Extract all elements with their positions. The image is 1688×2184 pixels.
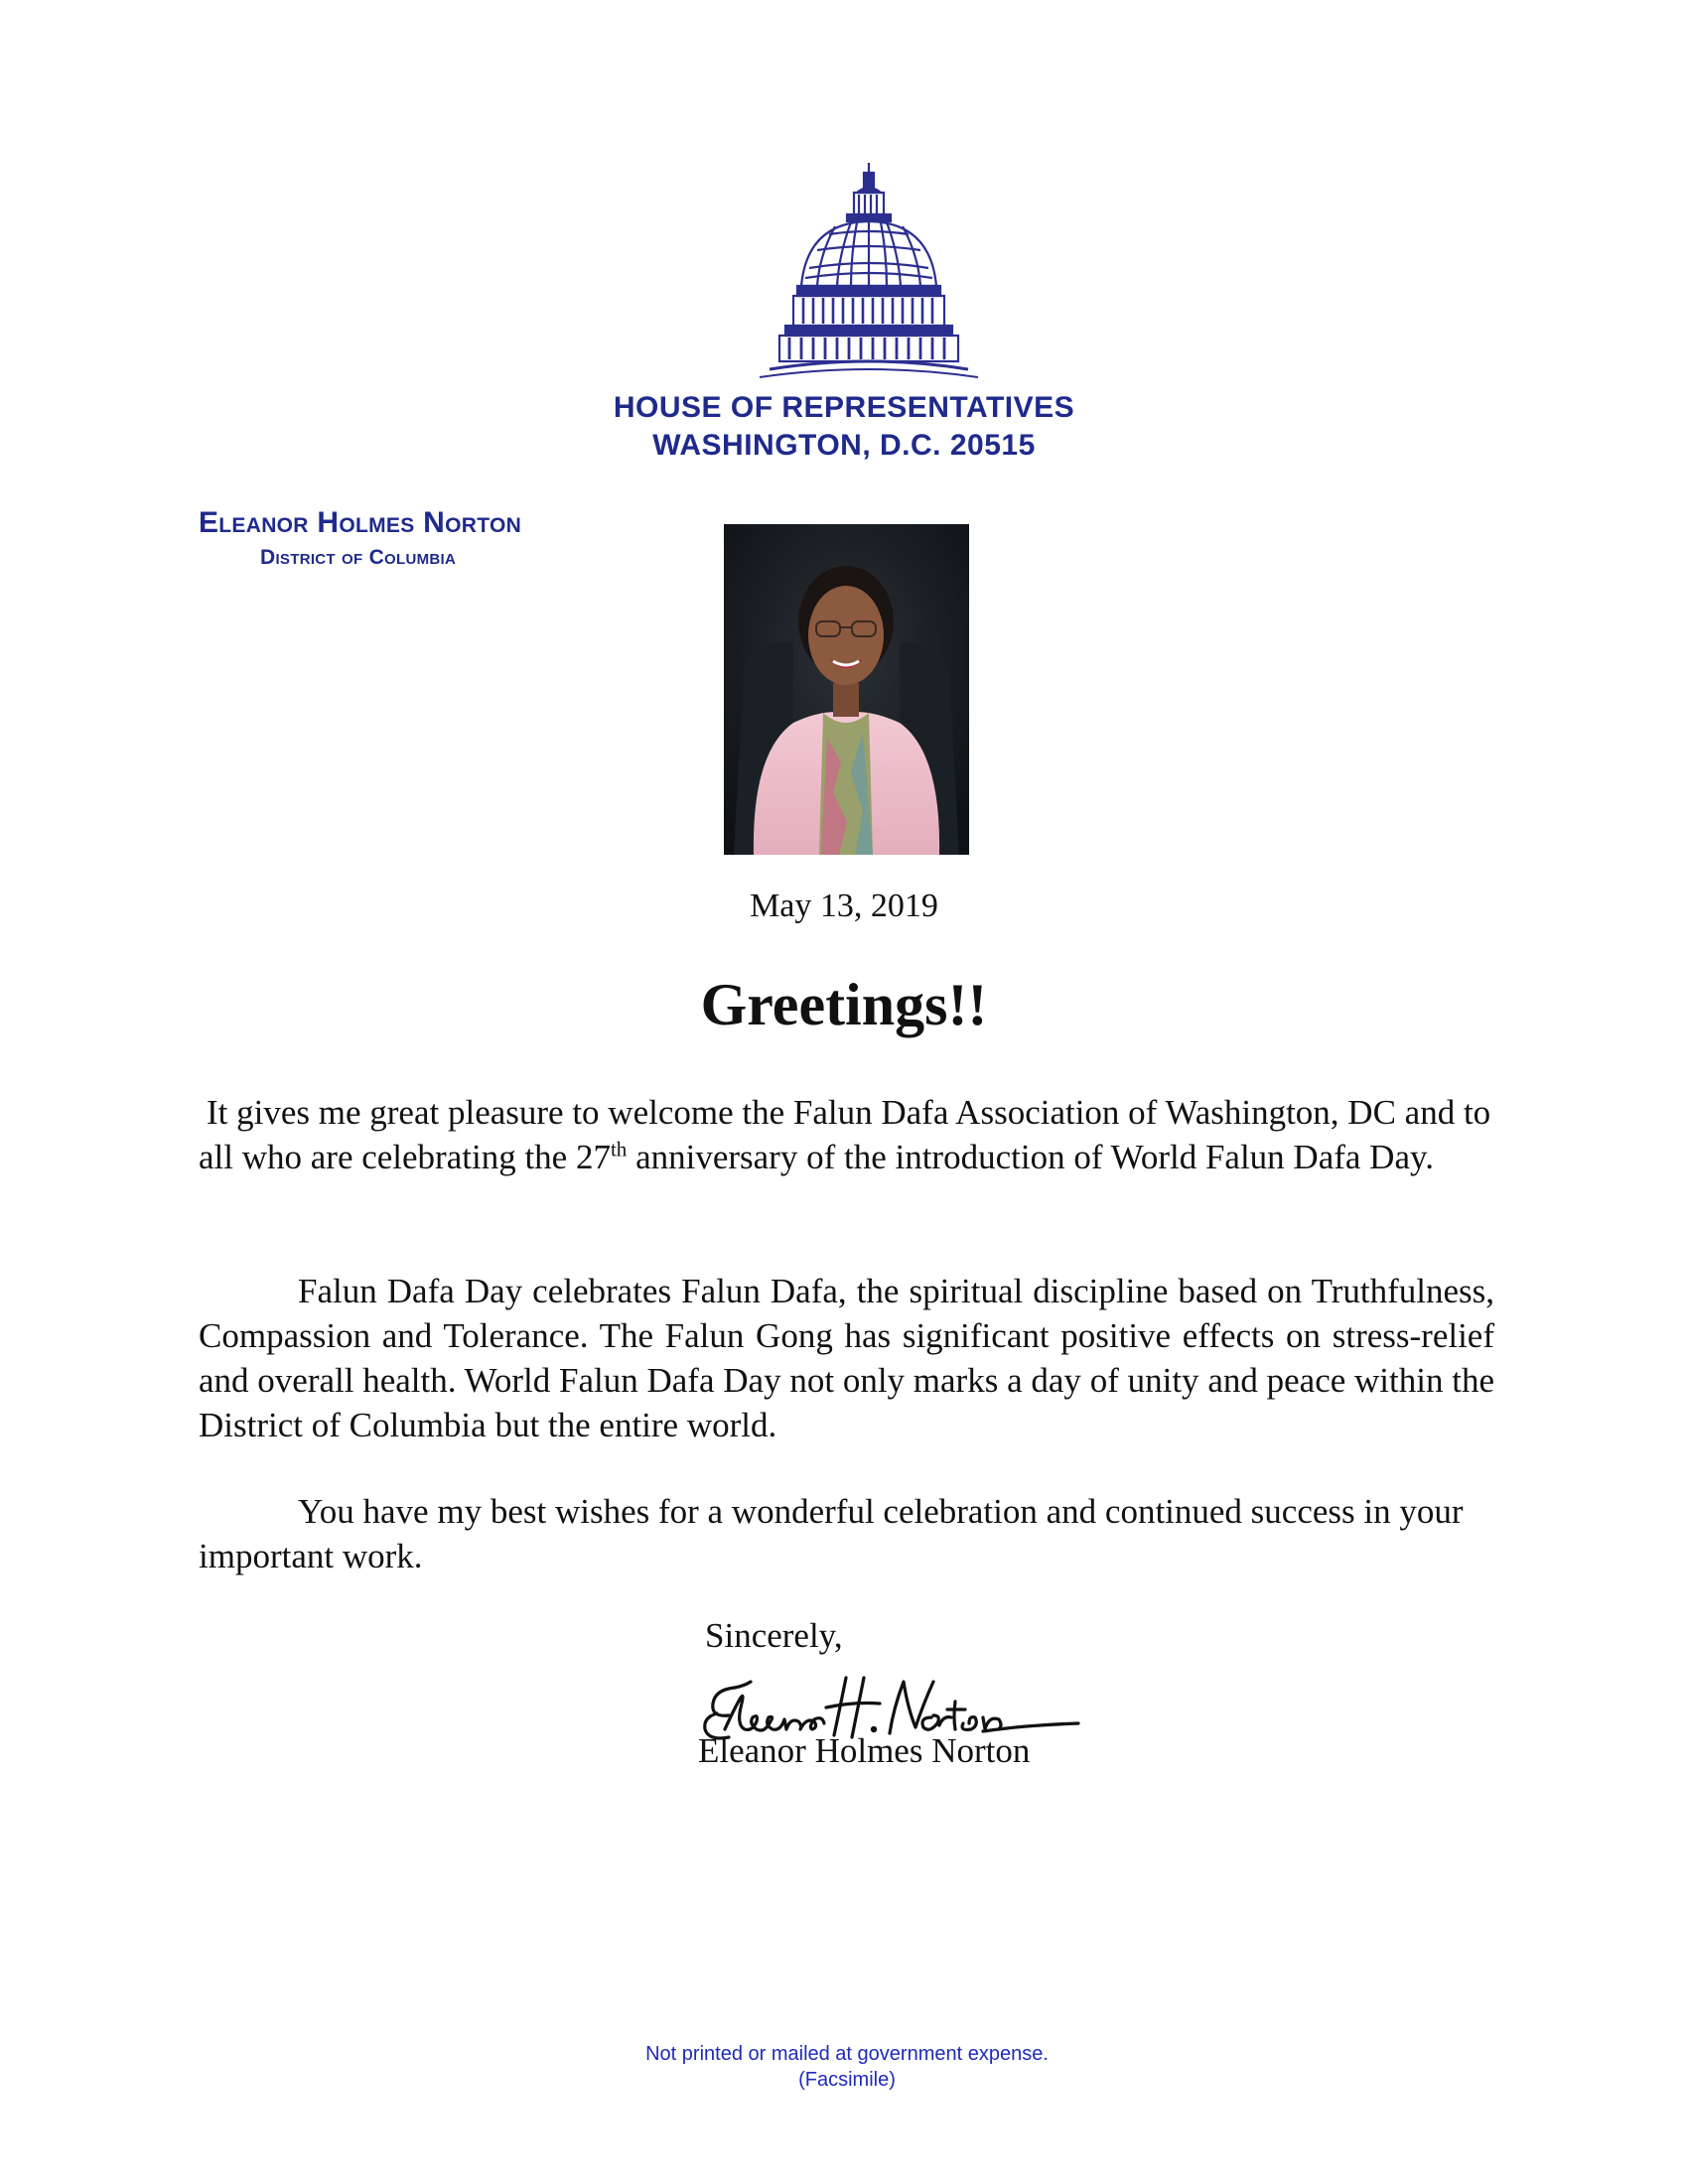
paragraph-1-text-b: anniversary of the introduction of World Falun Dafa Day. [627, 1138, 1434, 1176]
body-paragraph-2: Falun Dafa Day celebrates Falun Dafa, the spiritual discipline based on Truthfulness, Compassion and Tolerance. The Falun Gong has significant positive effects on stress-relief and overall health. World Falun Dafa Day not only marks a day of unity and peace within the District of Columbia but the entire world. [199, 1272, 1494, 1444]
footer-note: Not printed or mailed at government expense. [645, 2043, 1049, 2065]
member-district: District of Columbia [260, 546, 457, 569]
closing: Sincerely, [705, 1616, 843, 1655]
footer-facsimile: (Facsimile) [798, 2069, 896, 2091]
member-name: Eleanor Holmes Norton [199, 506, 522, 539]
body-paragraph-3: You have my best wishes for a wonderful celebration and continued success in your important work. [199, 1492, 1464, 1575]
ordinal-suffix: th [610, 1137, 628, 1161]
greeting-heading: Greetings!! [700, 972, 988, 1037]
paragraph-1-text-a: It gives me great pleasure to welcome the Falun Dafa Association of Washington, DC and to all who are celebrating the 27 [199, 1093, 1491, 1176]
letterhead-address: WASHINGTON, D.C. 20515 [652, 429, 1036, 462]
portrait-photo [724, 524, 969, 855]
letter-date: May 13, 2019 [750, 887, 938, 924]
letterhead-title: HOUSE OF REPRESENTATIVES [613, 391, 1075, 424]
signer-name: Eleanor Holmes Norton [698, 1731, 1031, 1770]
body-paragraph-1 [199, 1090, 1494, 1179]
capitol-dome-icon [740, 159, 998, 379]
